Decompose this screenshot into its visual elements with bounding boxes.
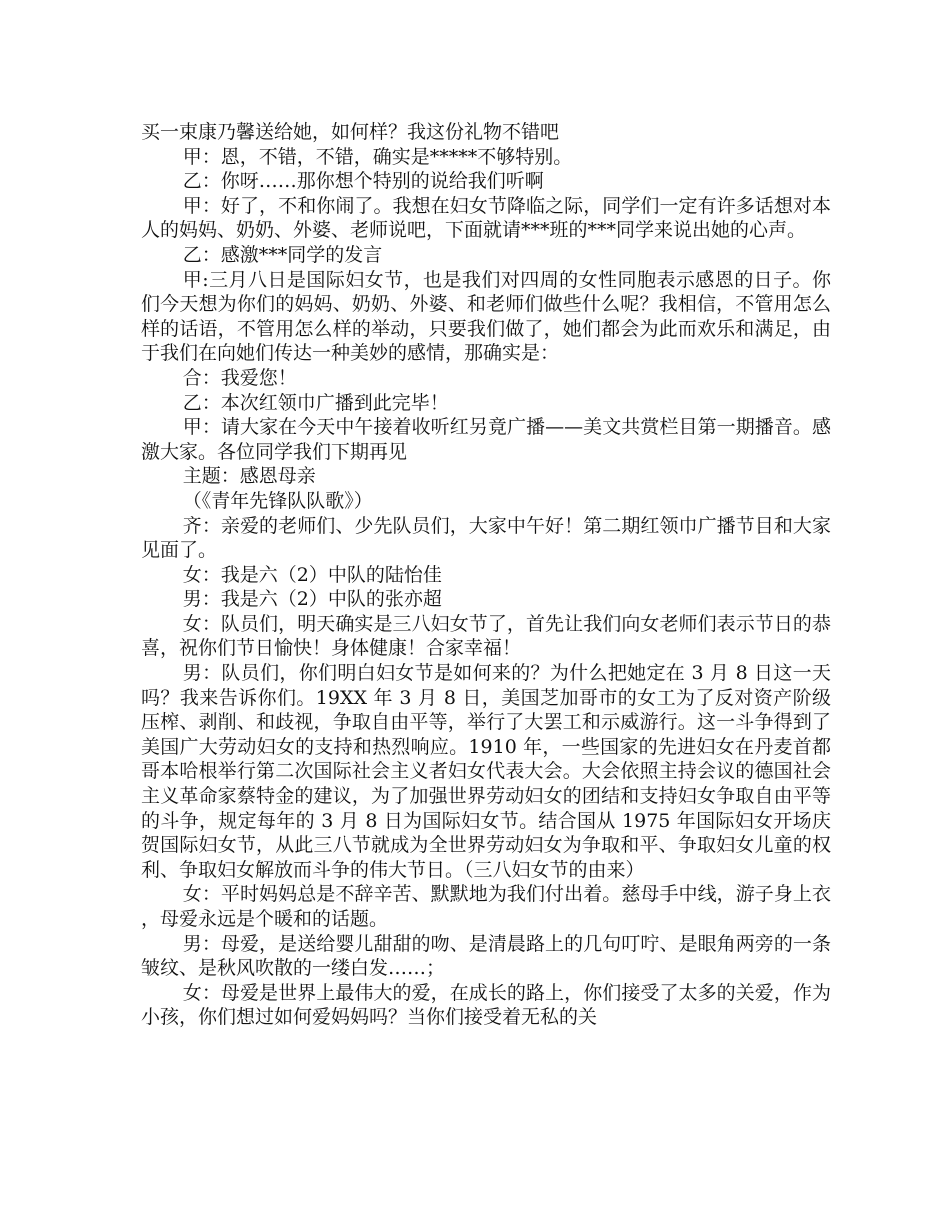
paragraph-5: 乙：感激***同学的发言 <box>182 243 383 266</box>
paragraph-13: 女：我是六（2）中队的陆怡佳 <box>182 563 442 586</box>
paragraph-18: 男：母爱，是送给婴儿甜甜的吻、是清晨路上的几句叮咛、是眼角两旁的一条皱纹、是秋风吹散的一缕白发……； <box>141 932 831 980</box>
paragraph-2: 甲：恩，不错，不错，确实是*****不够特别。 <box>182 145 573 168</box>
paragraph-3: 乙：你呀……那你想个特别的说给我们听啊 <box>182 170 544 193</box>
paragraph-11: （《青年先锋队队歌》） <box>182 489 373 512</box>
paragraph-16: 男：队员们，你们明白妇女节是如何来的？为什么把她定在 3 月 8 日这一天吗？我来告诉你们。19XX 年 3 月 8 日，美国芝加哥市的女工为了反对资产阶级压榨、剥削、和歧视，争取自由平等，举行了大罢工和示威游行。这一斗争得到了美国广大劳动妇女的支持和热烈响应。1910 年，一些国家的先进妇女在丹麦首都哥本哈根举行第二次国际社会主义者妇女代表大会。大会依照主持会议的德国社会主义革命家蔡特金的建议，为了加强世界劳动妇女的团结和支持妇女争取自由平等的斗争，规定每年的 3 月 8 日为国际妇女节。结合国从 1975 年国际妇女开场庆贺国际妇女节，从此三八节就成为全世界劳动妇女为争取和平、争取妇女儿童的权利、争取妇女解放而斗争的伟大节日。（三八妇女节的由来） <box>141 662 831 881</box>
paragraph-10: 主题：感恩母亲 <box>182 465 316 488</box>
paragraph-15: 女：队员们，明天确实是三八妇女节了，首先让我们向女老师们表示节日的恭喜，祝你们节日愉快！身体健康！合家幸福！ <box>141 612 831 660</box>
paragraph-8: 乙：本次红领巾广播到此完毕！ <box>182 391 449 414</box>
paragraph-14: 男：我是六（2）中队的张亦超 <box>182 588 442 611</box>
paragraph-6: 甲:三月八日是国际妇女节，也是我们对四周的女性同胞表示感恩的日子。你们今天想为你们的妈妈、奶奶、外婆、和老师们做些什么呢？我相信，不管用怎么样的话语，不管用怎么样的举动，只要我们做了，她们都会为此而欢乐和满足，由于我们在向她们传达一种美妙的感情，那确实是： <box>141 268 831 365</box>
paragraph-19: 女：母爱是世界上最伟大的爱，在成长的路上，你们接受了太多的关爱，作为小孩，你们想过如何爱妈妈吗？当你们接受着无私的关 <box>141 981 831 1029</box>
paragraph-12: 齐：亲爱的老师们、少先队员们，大家中午好！第二期红领巾广播节目和大家见面了。 <box>141 514 831 562</box>
paragraph-17: 女：平时妈妈总是不辞辛苦、默默地为我们付出着。慈母手中线，游子身上衣，母爱永远是个暖和的话题。 <box>141 883 831 930</box>
paragraph-4: 甲：好了，不和你闹了。我想在妇女节降临之际，同学们一定有许多话想对本人的妈妈、奶奶、外婆、老师说吧，下面就请***班的***同学来说出她的心声。 <box>141 194 831 242</box>
paragraph-1: 买一束康乃馨送给她，如何样？我这份礼物不错吧 <box>141 121 560 143</box>
document-page <box>141 120 831 1030</box>
paragraph-9: 甲：请大家在今天中午接着收听红另竟广播——美文共赏栏目第一期播音。感激大家。各位同学我们下期再见 <box>141 416 831 463</box>
paragraph-7: 合：我爱您！ <box>182 366 297 389</box>
